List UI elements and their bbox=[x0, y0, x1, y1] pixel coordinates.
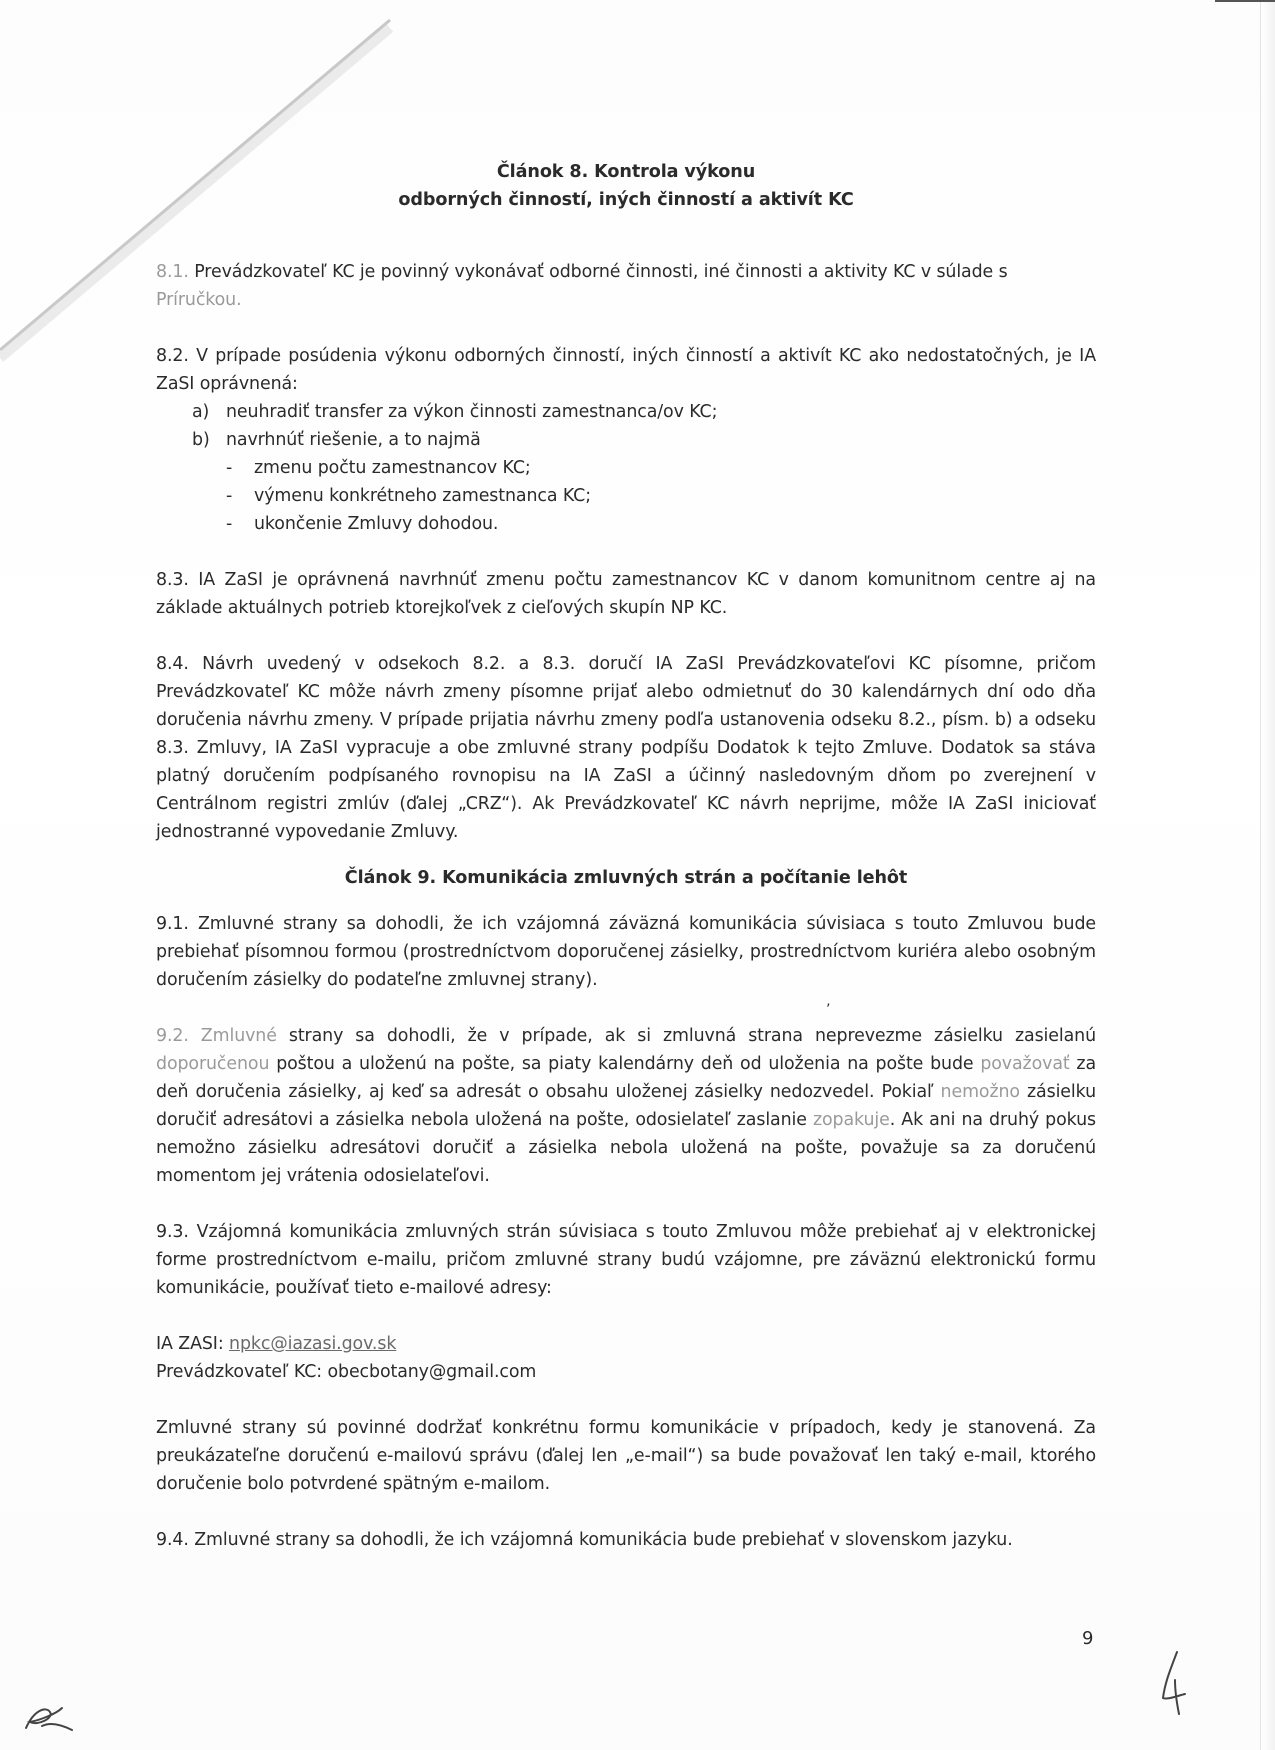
paragraph-8-2-sublist bbox=[156, 454, 1096, 538]
faded-text: považovať bbox=[980, 1054, 1070, 1074]
paragraph-9-3: 9.3. Vzájomná komunikácia zmluvných strán súvisiaca s touto Zmluvou môže prebiehať aj v elektronickej forme prostredníctvom e-mailu, pričom zmluvné strany budú vzájomne, pre záväznú elektronickú formu komunikácie, používať tieto e-mailové adresy: bbox=[156, 1222, 1096, 1298]
scan-edge bbox=[1260, 0, 1275, 1750]
list-marker: - bbox=[226, 514, 233, 534]
paragraph-8-1 bbox=[156, 258, 1096, 314]
email-ia-zasi bbox=[156, 1330, 1096, 1358]
list-item-text: zmenu počtu zamestnancov KC; bbox=[254, 458, 531, 478]
paragraph-8-2-list bbox=[156, 398, 1096, 454]
list-marker: - bbox=[226, 458, 233, 478]
paragraph-8-2: 8.2. V prípade posúdenia výkonu odborných činností, iných činností a aktivít KC ako nedostatočných, je IA ZaSI oprávnená: bbox=[156, 346, 1096, 394]
paragraph-text: pošte, považuje sa za doručenú momentom jej vrátenia odosielateľovi. bbox=[156, 1138, 1096, 1186]
list-marker: a) bbox=[192, 402, 210, 422]
email-label: IA ZASI: bbox=[156, 1334, 230, 1354]
email-prevadzkovatel bbox=[156, 1358, 1096, 1386]
list-item-text: výmenu konkrétneho zamestnanca KC; bbox=[254, 486, 591, 506]
paragraph-8-4: 8.4. Návrh uvedený v odsekoch 8.2. a 8.3. doručí IA ZaSI Prevádzkovateľovi KC písomne, pričom Prevádzkovateľ KC môže návrh zmeny písomne prijať alebo odmietnuť do 30 kalendárnych dní odo dňa doručenia návrhu zmeny. V prípade prijatia návrhu zmeny podľa ustanovenia odseku 8.2., písm. b) a odseku 8.3. Zmluvy, IA ZaSI vypracuje a obe zmluvné strany podpíšu Dodatok k tejto Zmluve. Dodatok sa stáva platný doručením podpísaného rovnopisu na IA ZaSI a účinný nasledovným dňom po zverejnení v Centrálnom registri zmlúv (ďalej „CRZ“). Ak Prevádzkovateľ KC návrh neprijme, môže IA ZaSI iniciovať jednostranné vypovedanie Zmluvy. bbox=[156, 654, 1096, 842]
list-marker: - bbox=[226, 486, 233, 506]
stray-mark: ’ bbox=[826, 1002, 831, 1018]
list-item-text: navrhnúť riešenie, a to najmä bbox=[226, 430, 481, 450]
list-item bbox=[226, 454, 1096, 482]
list-marker: b) bbox=[192, 430, 210, 450]
email-label: Prevádzkovateľ KC: bbox=[156, 1362, 328, 1382]
initials-signature-right bbox=[1155, 1648, 1195, 1718]
paragraph-text: . Ak ani na druhý pokus nemožno zásielku adresátovi doručiť a zásielka nebola uložená na bbox=[156, 1110, 1096, 1158]
article-8-heading-line2: odborných činností, iných činností a aktivít KC bbox=[398, 190, 854, 210]
initials-signature-left bbox=[20, 1700, 80, 1736]
paragraph-text: strany sa dohodli, že v prípade, ak si zmluvná strana neprevezme zásielku zasielanú bbox=[276, 1026, 1097, 1046]
faded-text: nemožno bbox=[940, 1082, 1020, 1102]
paragraph-text: zásielku doručiť adresátovi a zásielka nebola uložená na pošte, odosielateľ zaslanie bbox=[156, 1082, 1096, 1130]
paragraph-text: poštou a uloženú na pošte, sa piaty kalendárny deň od uloženia na pošte bude bbox=[269, 1054, 974, 1074]
page-number: 9 bbox=[1082, 1628, 1094, 1649]
list-item-text: neuhradiť transfer za výkon činnosti zamestnanca/ov KC; bbox=[226, 402, 718, 422]
paragraph-text: za deň doručenia zásielky, aj keď sa adresát o obsahu uloženej zásielky nedozvedel. Pokiaľ bbox=[156, 1054, 1097, 1102]
email-link-ia-zasi[interactable]: npkc@iazasi.gov.sk bbox=[229, 1334, 397, 1354]
paragraph-8-3: 8.3. IA ZaSI je oprávnená navrhnúť zmenu počtu zamestnancov KC v danom komunitnom centre aj na základe aktuálnych potrieb ktorejkoľvek z cieľových skupín NP KC. bbox=[156, 570, 1096, 618]
list-item bbox=[226, 482, 1096, 510]
faded-text: doporučenou bbox=[156, 1054, 270, 1074]
scan-edge-top bbox=[1215, 0, 1275, 8]
faded-text: zopakuje bbox=[812, 1110, 890, 1130]
list-item bbox=[192, 426, 1096, 454]
list-item bbox=[192, 398, 1096, 426]
article-9-heading: Článok 9. Komunikácia zmluvných strán a počítanie lehôt bbox=[344, 868, 908, 888]
paragraph-text: Prevádzkovateľ KC je povinný vykonávať odborné činnosti, iné činnosti a aktivity KC v súlade s bbox=[194, 262, 1008, 282]
email-value-prevadzkovatel: obecbotany@gmail.com bbox=[327, 1362, 537, 1382]
list-item bbox=[226, 510, 1096, 538]
list-item-text: ukončenie Zmluvy dohodou. bbox=[254, 514, 499, 534]
paragraph-9-4: 9.4. Zmluvné strany sa dohodli, že ich vzájomná komunikácia bude prebiehať v slovenskom jazyku. bbox=[156, 1530, 1013, 1550]
paragraph-9-2 bbox=[156, 1022, 1096, 1190]
paragraph-9-3-note: Zmluvné strany sú povinné dodržať konkrétnu formu komunikácie v prípadoch, kedy je stanovená. Za preukázateľne doručenú e-mailovú správu (ďalej len „e-mail“) sa bude považovať len taký e-mail, ktorého doručenie bolo potvrdené spätným e-mailom. bbox=[156, 1418, 1096, 1494]
paragraph-9-1: 9.1. Zmluvné strany sa dohodli, že ich vzájomná záväzná komunikácia súvisiaca s touto Zmluvou bude prebiehať písomnou formou (prostredníctvom doporučenej zásielky, prostredníctvom kuriéra alebo osobným doručením zásielky do podateľne zmluvnej strany). bbox=[156, 914, 1096, 990]
paragraph-text: Príručkou. bbox=[156, 290, 242, 310]
document-body bbox=[156, 158, 1096, 1554]
article-8-heading-line1: Článok 8. Kontrola výkonu bbox=[496, 162, 756, 182]
faded-text: 9.2. Zmluvné bbox=[156, 1026, 277, 1046]
paragraph-number: 8.1. bbox=[156, 262, 195, 282]
